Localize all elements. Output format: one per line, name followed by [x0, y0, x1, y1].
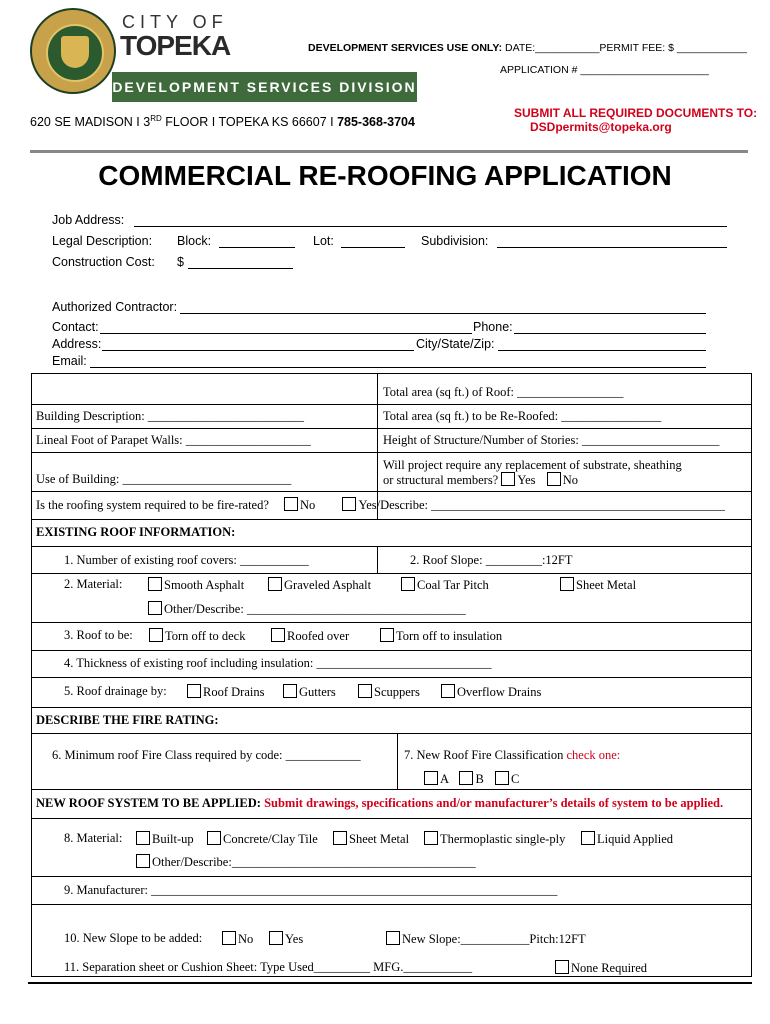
row-divider	[31, 707, 751, 708]
office-address: 620 SE MADISON I 3RD FLOOR I TOPEKA KS 66607 I 785-368-3704	[30, 114, 415, 130]
thermoplastic-option[interactable]: Thermoplastic single-ply	[424, 831, 565, 847]
sheet-metal-option[interactable]: Sheet Metal	[560, 577, 636, 593]
manufacturer-field[interactable]: 9. Manufacturer: _________________________________________________________________	[64, 883, 558, 897]
checkbox[interactable]	[333, 831, 347, 845]
row-divider	[31, 622, 751, 623]
block-field[interactable]	[219, 247, 295, 248]
roof-slope[interactable]: 2. Roof Slope: _________:12FT	[410, 553, 573, 567]
dollar-sign: $	[177, 255, 184, 269]
submit-email[interactable]: DSDpermits@topeka.org	[530, 120, 672, 134]
phone-field[interactable]	[514, 333, 706, 334]
page-title: COMMERCIAL RE-ROOFING APPLICATION	[98, 160, 672, 191]
checkbox[interactable]	[380, 628, 394, 642]
total-area-roof[interactable]: Total area (sq ft.) of Roof: _________________	[383, 385, 624, 399]
address-label: Address:	[52, 337, 102, 351]
scuppers-option[interactable]: Scuppers	[358, 684, 420, 700]
fire-class-options: A B C	[424, 771, 519, 787]
city-state-zip-label: City/State/Zip:	[416, 337, 495, 351]
coal-tar-pitch-option[interactable]: Coal Tar Pitch	[401, 577, 489, 593]
use-of-building[interactable]: Use of Building: ___________________________	[36, 472, 292, 486]
fire-rated-yes-checkbox[interactable]	[342, 497, 356, 511]
roof-to-be-label: 3. Roof to be:	[64, 628, 133, 642]
contact-label: Contact:	[52, 320, 99, 334]
minimum-fire-class[interactable]: 6. Minimum roof Fire Class required by code: ____________	[52, 748, 361, 762]
new-material-label: 8. Material:	[64, 831, 123, 845]
checkbox[interactable]	[424, 831, 438, 845]
parapet-walls[interactable]: Lineal Foot of Parapet Walls: ____________________	[36, 433, 311, 447]
table-divider	[397, 733, 398, 789]
city-seal-logo	[30, 8, 116, 94]
row-divider	[31, 519, 751, 520]
row-divider	[31, 546, 751, 547]
construction-cost-label: Construction Cost:	[52, 255, 155, 269]
row-divider	[31, 904, 751, 905]
row-divider	[31, 677, 751, 678]
class-c-checkbox[interactable]	[495, 771, 509, 785]
bottom-rule	[28, 982, 752, 984]
checkbox[interactable]	[386, 931, 400, 945]
checkbox[interactable]	[187, 684, 201, 698]
fire-rated-no-checkbox[interactable]	[284, 497, 298, 511]
construction-cost-field[interactable]	[188, 268, 293, 269]
structure-height[interactable]: Height of Structure/Number of Stories: ______________________	[383, 433, 720, 447]
row-divider	[31, 452, 751, 453]
checkbox[interactable]	[560, 577, 574, 591]
fire-rating-heading: DESCRIBE THE FIRE RATING:	[36, 713, 219, 727]
checkbox[interactable]	[268, 577, 282, 591]
row-divider	[31, 428, 751, 429]
built-up-option[interactable]: Built-up	[136, 831, 194, 847]
row-divider	[31, 733, 751, 734]
lot-field[interactable]	[341, 247, 405, 248]
row-divider	[31, 491, 751, 492]
authorized-contractor-field[interactable]	[180, 313, 706, 314]
legal-description-label: Legal Description:	[52, 234, 153, 248]
class-a-checkbox[interactable]	[424, 771, 438, 785]
logo-city-text: CITY OF	[122, 12, 228, 32]
roof-thickness[interactable]: 4. Thickness of existing roof including insulation: ____________________________	[64, 656, 492, 670]
logo-topeka-text: TOPEKA	[120, 30, 231, 61]
row-divider	[31, 404, 751, 405]
authorized-contractor-label: Authorized Contractor:	[52, 300, 178, 314]
subdivision-field[interactable]	[497, 247, 727, 248]
table-divider	[377, 546, 378, 573]
checkbox[interactable]	[358, 684, 372, 698]
contact-field[interactable]	[100, 333, 472, 334]
checkbox[interactable]	[149, 628, 163, 642]
row-divider	[31, 650, 751, 651]
checkbox[interactable]	[271, 628, 285, 642]
row-divider	[31, 573, 751, 574]
checkbox[interactable]	[441, 684, 455, 698]
new-slope-yes-option[interactable]: Yes	[269, 931, 303, 947]
new-slope-question: 10. New Slope to be added:	[64, 931, 203, 945]
existing-roof-heading: EXISTING ROOF INFORMATION:	[36, 525, 236, 539]
row-divider	[31, 818, 751, 819]
smooth-asphalt-option[interactable]: Smooth Asphalt	[148, 577, 244, 593]
gutters-option[interactable]: Gutters	[283, 684, 336, 700]
application-number: APPLICATION # ______________________	[500, 64, 709, 76]
roof-drains-option[interactable]: Roof Drains	[187, 684, 264, 700]
block-label: Block:	[177, 234, 212, 248]
checkbox[interactable]	[136, 854, 150, 868]
roof-drainage-label: 5. Roof drainage by:	[64, 684, 167, 698]
torn-off-deck-option[interactable]: Torn off to deck	[149, 628, 245, 644]
other-describe-new-option[interactable]: Other/Describe:_______________________________________	[136, 854, 476, 870]
replacement-question-line1: Will project require any replacement of substrate, sheathing	[383, 458, 682, 472]
division-banner: DEVELOPMENT SERVICES DIVISION	[112, 72, 417, 102]
sheet-metal-new-option[interactable]: Sheet Metal	[333, 831, 409, 847]
replacement-no-checkbox[interactable]	[547, 472, 561, 486]
address-field[interactable]	[102, 350, 414, 351]
none-required-option[interactable]: None Required	[555, 960, 647, 976]
checkbox[interactable]	[269, 931, 283, 945]
replacement-yes-checkbox[interactable]	[501, 472, 515, 486]
new-slope-no-option[interactable]: No	[222, 931, 253, 947]
new-slope-pitch[interactable]: New Slope:___________Pitch:12FT	[386, 931, 586, 947]
checkbox[interactable]	[148, 601, 162, 615]
email-field[interactable]	[90, 367, 706, 368]
new-roof-system-heading: NEW ROOF SYSTEM TO BE APPLIED: Submit drawings, specifications and/or manufacturer’s details of system to be applied.	[36, 796, 724, 810]
row-divider	[31, 789, 751, 790]
lot-label: Lot:	[313, 234, 334, 248]
building-description[interactable]: Building Description: _________________________	[36, 409, 305, 423]
job-address-field[interactable]	[134, 226, 727, 227]
checkbox[interactable]	[555, 960, 569, 974]
existing-roof-covers[interactable]: 1. Number of existing roof covers: ___________	[64, 553, 309, 567]
subdivision-label: Subdivision:	[421, 234, 489, 248]
class-b-checkbox[interactable]	[459, 771, 473, 785]
liquid-applied-option[interactable]: Liquid Applied	[581, 831, 673, 847]
checkbox[interactable]	[283, 684, 297, 698]
checkbox[interactable]	[148, 577, 162, 591]
graveled-asphalt-option[interactable]: Graveled Asphalt	[268, 577, 371, 593]
row-divider	[31, 876, 751, 877]
torn-off-insulation-option[interactable]: Torn off to insulation	[380, 628, 502, 644]
other-describe-option[interactable]: Other/Describe: ___________________________________	[148, 601, 466, 617]
email-label: Email:	[52, 354, 87, 368]
submit-documents-line: SUBMIT ALL REQUIRED DOCUMENTS TO:	[514, 106, 758, 120]
city-state-zip-field[interactable]	[498, 350, 706, 351]
separation-sheet[interactable]: 11. Separation sheet or Cushion Sheet: Type Used_________ MFG.___________	[64, 960, 473, 974]
overflow-drains-option[interactable]: Overflow Drains	[441, 684, 541, 700]
job-address-label: Job Address:	[52, 213, 125, 227]
phone-label: Phone:	[473, 320, 513, 334]
replacement-question: or structural members? Yes No	[383, 473, 578, 487]
fire-rated-question: Is the roofing system required to be fire-rated? No Yes/Describe: _______________________________________________	[36, 498, 725, 512]
checkbox[interactable]	[207, 831, 221, 845]
roofed-over-option[interactable]: Roofed over	[271, 628, 349, 644]
checkbox[interactable]	[581, 831, 595, 845]
checkbox[interactable]	[136, 831, 150, 845]
header-rule	[30, 150, 748, 153]
checkbox[interactable]	[222, 931, 236, 945]
dev-services-use-only: DEVELOPMENT SERVICES USE ONLY: DATE:___________PERMIT FEE: $ ____________	[308, 42, 747, 54]
concrete-clay-option[interactable]: Concrete/Clay Tile	[207, 831, 318, 847]
new-roof-fire-classification: 7. New Roof Fire Classification check one:	[404, 748, 621, 762]
checkbox[interactable]	[401, 577, 415, 591]
material-label: 2. Material:	[64, 577, 123, 591]
total-area-reroofed[interactable]: Total area (sq ft.) to be Re-Roofed: ________________	[383, 409, 662, 423]
